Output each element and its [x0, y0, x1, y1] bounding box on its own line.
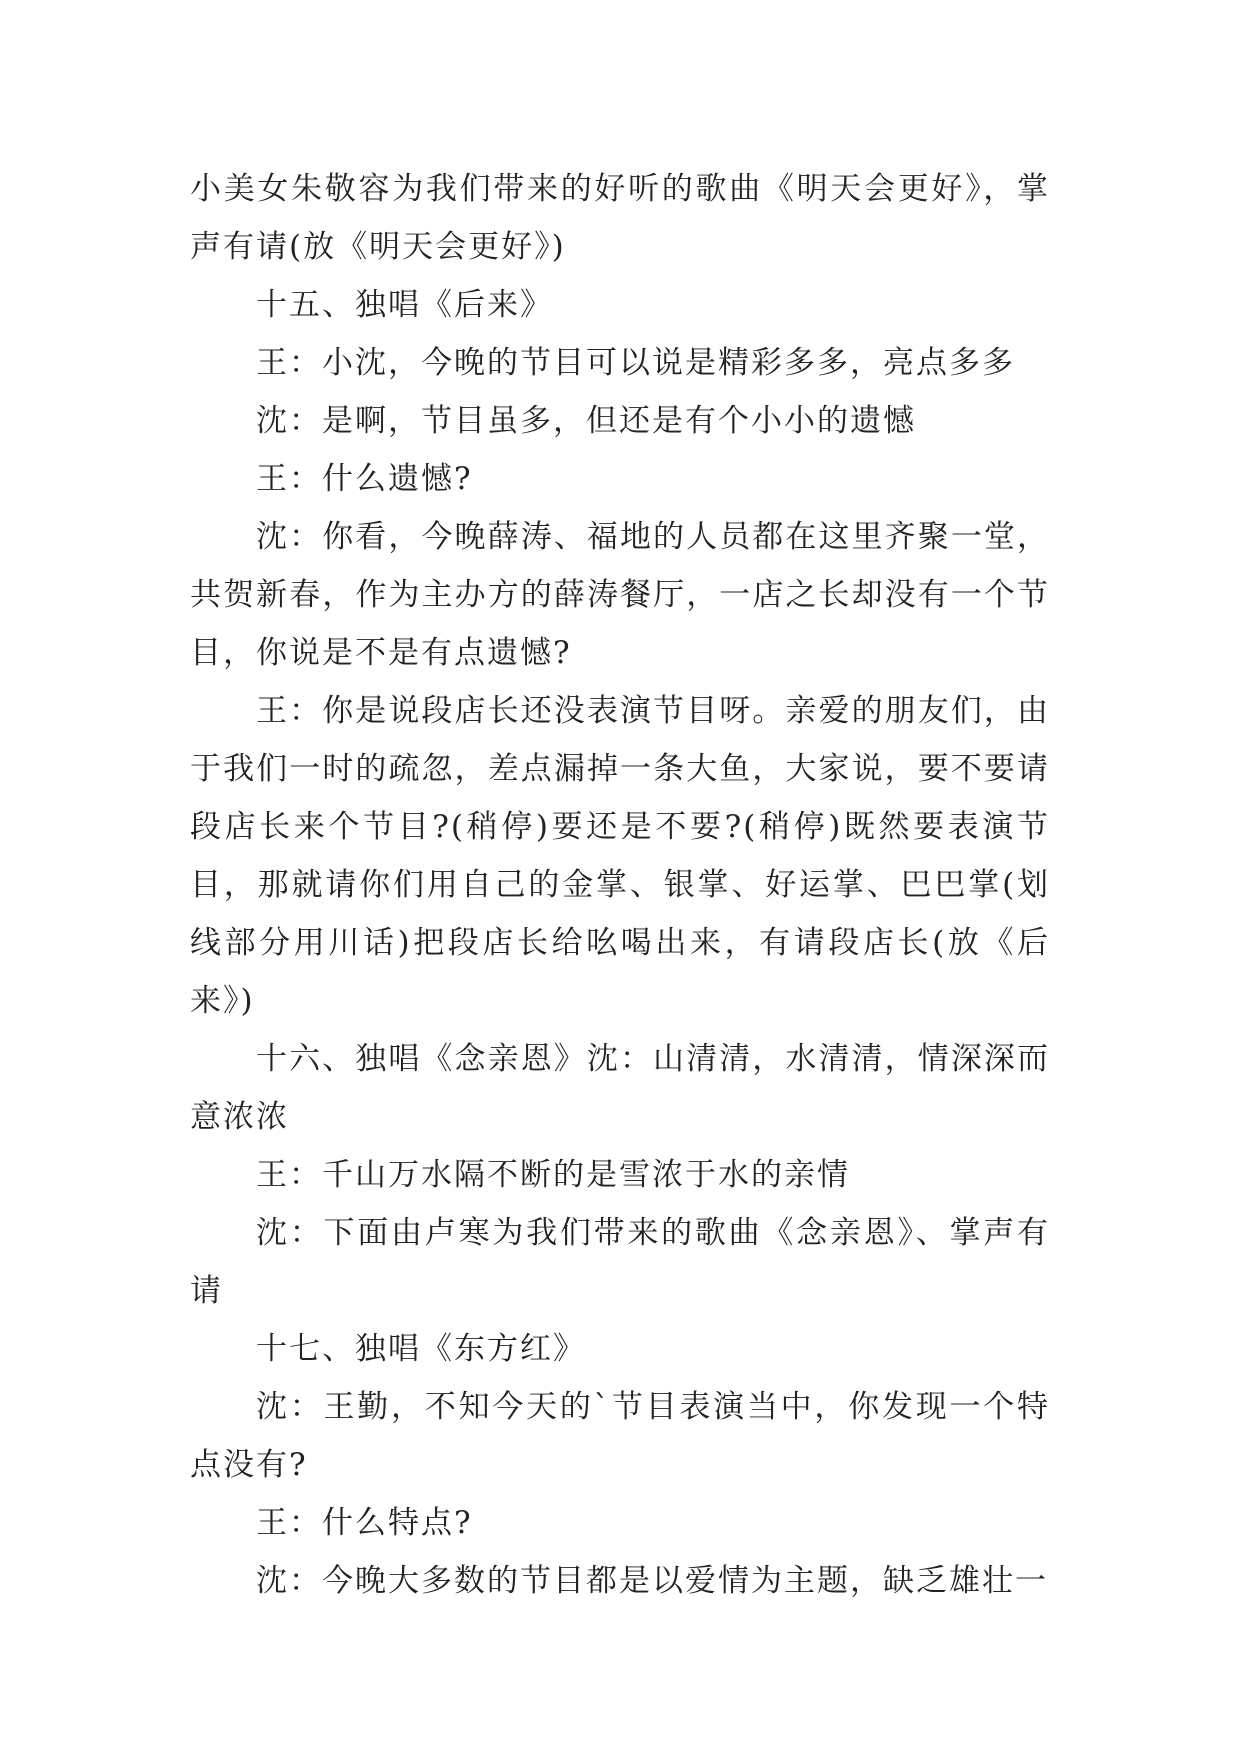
paragraph: 王：什么遗憾? [256, 461, 473, 497]
paragraph: 十五、独唱《后来》 [256, 287, 553, 323]
paragraph: 沈：你看，今晚薛涛、福地的人员都在这里齐聚一堂，共贺新春，作为主办方的薛涛餐厅，一店之长却没有一个节目，你说是不是有点遗憾? [190, 519, 1050, 671]
paragraph: 王：你是说段店长还没表演节目呀。亲爱的朋友们，由于我们一时的疏忽，差点漏掉一条大鱼，大家说，要不要请段店长来个节目?(稍停)要还是不要?(稍停)既然要表演节目，那就请你们用自己的金掌、银掌、好运掌、巴巴掌(划线部分用川话)把段店长给吆喝出来，有请段店长(放《后来》) [190, 693, 1050, 1019]
paragraph: 王：小沈，今晚的节目可以说是精彩多多，亮点多多 [256, 345, 1015, 381]
paragraph: 十六、独唱《念亲恩》沈：山清清，水清清，情深深而意浓浓 [190, 1041, 1050, 1135]
paragraph: 小美女朱敬容为我们带来的好听的歌曲《明天会更好》，掌声有请(放《明天会更好》) [190, 171, 1050, 265]
paragraph: 王：什么特点? [256, 1505, 473, 1541]
paragraph: 王：千山万水隔不断的是雪浓于水的亲情 [256, 1157, 850, 1193]
paragraph: 沈：王勤，不知今天的`节目表演当中，你发现一个特点没有? [190, 1389, 1050, 1483]
paragraph: 沈：今晚大多数的节目都是以爱情为主题，缺乏雄壮一 [256, 1563, 1048, 1599]
paragraph: 沈：下面由卢寒为我们带来的歌曲《念亲恩》、掌声有请 [190, 1215, 1050, 1309]
paragraph: 十七、独唱《东方红》 [256, 1331, 586, 1367]
paragraph: 沈：是啊，节目虽多，但还是有个小小的遗憾 [256, 403, 916, 439]
document-body [190, 160, 1050, 1610]
